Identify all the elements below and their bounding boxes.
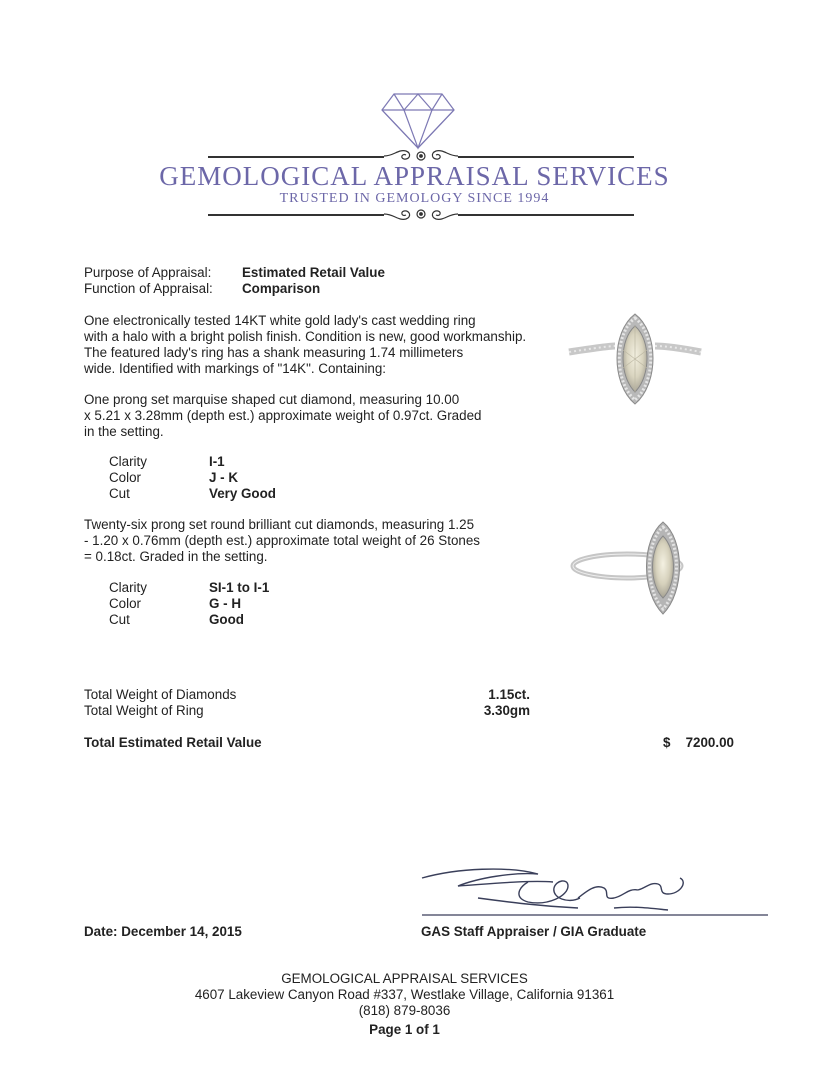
diamond-icon bbox=[380, 92, 456, 150]
ring-description bbox=[84, 313, 526, 377]
total-retail-value: 7200.00 bbox=[685, 735, 734, 750]
footer-address: 4607 Lakeview Canyon Road #337, Westlake Village, California 91361 bbox=[194, 987, 615, 1002]
page-number: Page 1 of 1 bbox=[369, 1022, 440, 1037]
appraisal-date: Date: December 14, 2015 bbox=[84, 924, 242, 939]
description-line: with a halo with a bright polish finish. Condition is new, good workmanship. bbox=[84, 329, 527, 344]
center-stone-description bbox=[84, 392, 481, 440]
function-label: Function of Appraisal: bbox=[84, 281, 213, 296]
appraiser-signature bbox=[418, 858, 773, 920]
grade-label: Color bbox=[109, 596, 141, 611]
grade-label: Clarity bbox=[109, 580, 147, 595]
description-line: wide. Identified with markings of "14K". Containing: bbox=[84, 361, 387, 376]
grade-label: Color bbox=[109, 470, 141, 485]
side-stones-description bbox=[84, 517, 480, 565]
grade-label: Cut bbox=[109, 486, 130, 501]
grade-label: Cut bbox=[109, 612, 130, 627]
ring-top-view-image bbox=[565, 310, 705, 410]
description-line: One electronically tested 14KT white gold lady's cast wedding ring bbox=[84, 313, 476, 328]
side-stones-line: = 0.18ct. Graded in the setting. bbox=[84, 549, 268, 564]
grade-value: Good bbox=[209, 612, 244, 627]
total-ring-label: Total Weight of Ring bbox=[84, 703, 204, 718]
grade-label: Clarity bbox=[109, 454, 147, 469]
footer-company: GEMOLOGICAL APPRAISAL SERVICES bbox=[281, 971, 528, 986]
grade-value: SI-1 to I-1 bbox=[209, 580, 270, 595]
center-stone-line: One prong set marquise shaped cut diamond, measuring 10.00 bbox=[84, 392, 460, 407]
appraiser-title: GAS Staff Appraiser / GIA Graduate bbox=[421, 924, 647, 939]
total-diamonds-value: 1.15ct. bbox=[488, 687, 530, 702]
scroll-ornament-icon bbox=[384, 204, 458, 224]
function-value: Comparison bbox=[242, 281, 321, 296]
total-retail-label: Total Estimated Retail Value bbox=[84, 735, 262, 750]
footer-phone: (818) 879-8036 bbox=[358, 1003, 451, 1018]
grade-value: I-1 bbox=[209, 454, 225, 469]
currency-symbol: $ bbox=[663, 735, 671, 750]
company-tagline: TRUSTED IN GEMOLOGY SINCE 1994 bbox=[279, 191, 550, 206]
side-stones-line: Twenty-six prong set round brilliant cut diamonds, measuring 1.25 bbox=[84, 517, 475, 532]
center-stone-line: x 5.21 x 3.28mm (depth est.) approximate weight of 0.97ct. Graded bbox=[84, 408, 482, 423]
company-name: GEMOLOGICAL APPRAISAL SERVICES bbox=[159, 161, 670, 191]
grade-value: J - K bbox=[209, 470, 239, 485]
grade-value: G - H bbox=[209, 596, 241, 611]
purpose-value: Estimated Retail Value bbox=[242, 265, 385, 280]
total-diamonds-label: Total Weight of Diamonds bbox=[84, 687, 237, 702]
description-line: The featured lady's ring has a shank measuring 1.74 millimeters bbox=[84, 345, 464, 360]
total-ring-value: 3.30gm bbox=[483, 703, 530, 718]
purpose-label: Purpose of Appraisal: bbox=[84, 265, 212, 280]
side-stones-line: - 1.20 x 0.76mm (depth est.) approximate total weight of 26 Stones bbox=[84, 533, 480, 548]
center-stone-line: in the setting. bbox=[84, 424, 164, 439]
grade-value: Very Good bbox=[209, 486, 276, 501]
ring-angle-view-image bbox=[565, 518, 705, 618]
